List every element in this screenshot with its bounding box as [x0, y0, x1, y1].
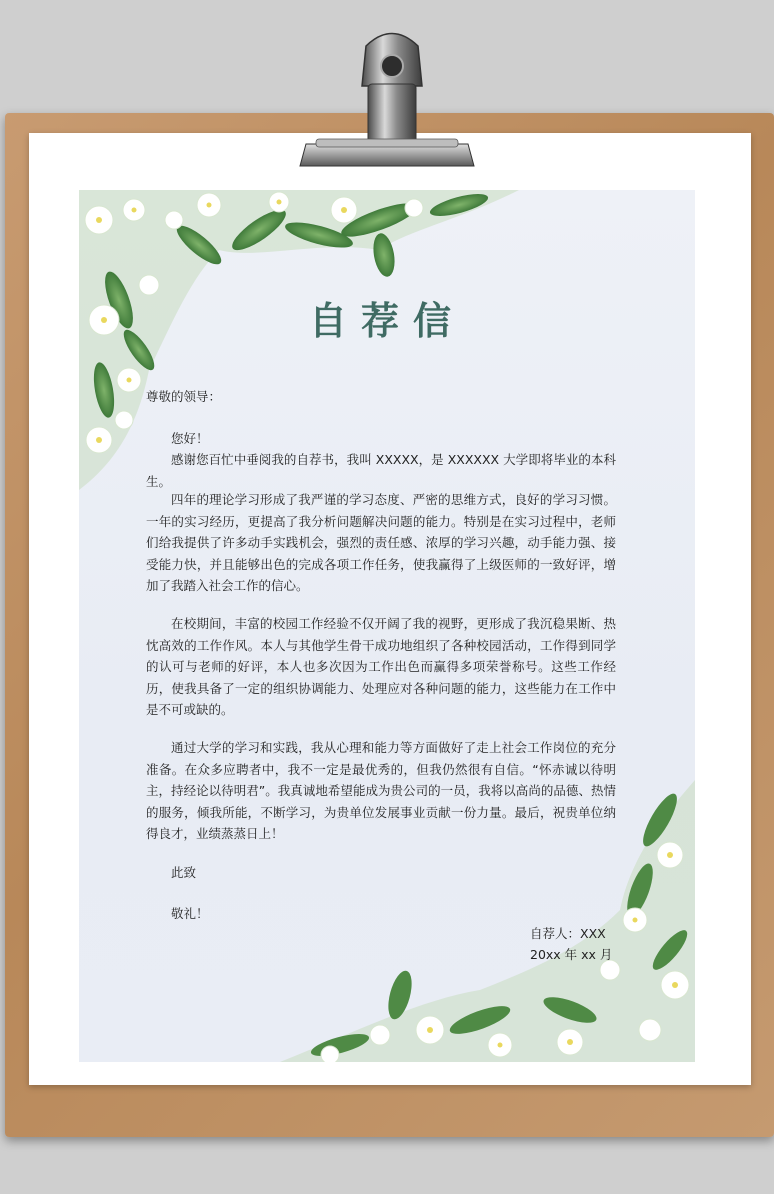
body-paragraph-2: 在校期间，丰富的校园工作经验不仅开阔了我的视野，更形成了我沉稳果断、热忱高效的工作作风。本人与其他学生骨干成功地组织了各种校园活动，工作得到同学的认可与老师的好评，本人也多次因为工作出色而赢得多项荣誉称号。这些工作经历，使我具备了一定的组织协调能力、处理应对各种问题的能力，这些能力在工作中是不可或缺的。: [146, 616, 616, 717]
closing-line-2: 敬礼！: [171, 906, 209, 921]
letter-title: 自荐信: [308, 298, 465, 343]
closing-line-1: 此致: [171, 865, 197, 880]
greeting: 您好！: [171, 431, 209, 446]
body-paragraph-3: 通过大学的学习和实践，我从心理和能力等方面做好了走上社会工作岗位的充分准备。在众多应聘者中，我不一定是最优秀的，但我仍然很有自信。“怀赤诚以待明主，持经论以待明君”。我真诚地希望能成为贵公司的一员，我将以高尚的品德、热情的服务，倾我所能，不断学习，为贵单位发展事业贡献一份力量。最后，祝贵单位纳得良才，业绩蒸蒸日上！: [146, 740, 616, 841]
signature: 自荐人：XXX: [530, 926, 606, 941]
body-paragraph-1: 四年的理论学习形成了我严谨的学习态度、严密的思维方式，良好的学习习惯。一年的实习经历，更提高了我分析问题解决问题的能力。特别是在实习过程中，老师们给我提供了许多动手实践机会，强烈的责任感、浓厚的学习兴趣，动手能力强、接受能力快，并且能够出色的完成各项工作任务，使我赢得了上级医师的一致好评，增加了我踏入社会工作的信心。: [146, 492, 616, 593]
binder-clip-icon: [296, 26, 478, 176]
intro-paragraph: 感谢您百忙中垂阅我的自荐书，我叫 XXXXX，是 XXXXXX 大学即将毕业的本科生。: [146, 452, 616, 489]
salutation: 尊敬的领导：: [146, 389, 222, 404]
signature-date: 20xx 年 xx 月: [530, 947, 613, 962]
